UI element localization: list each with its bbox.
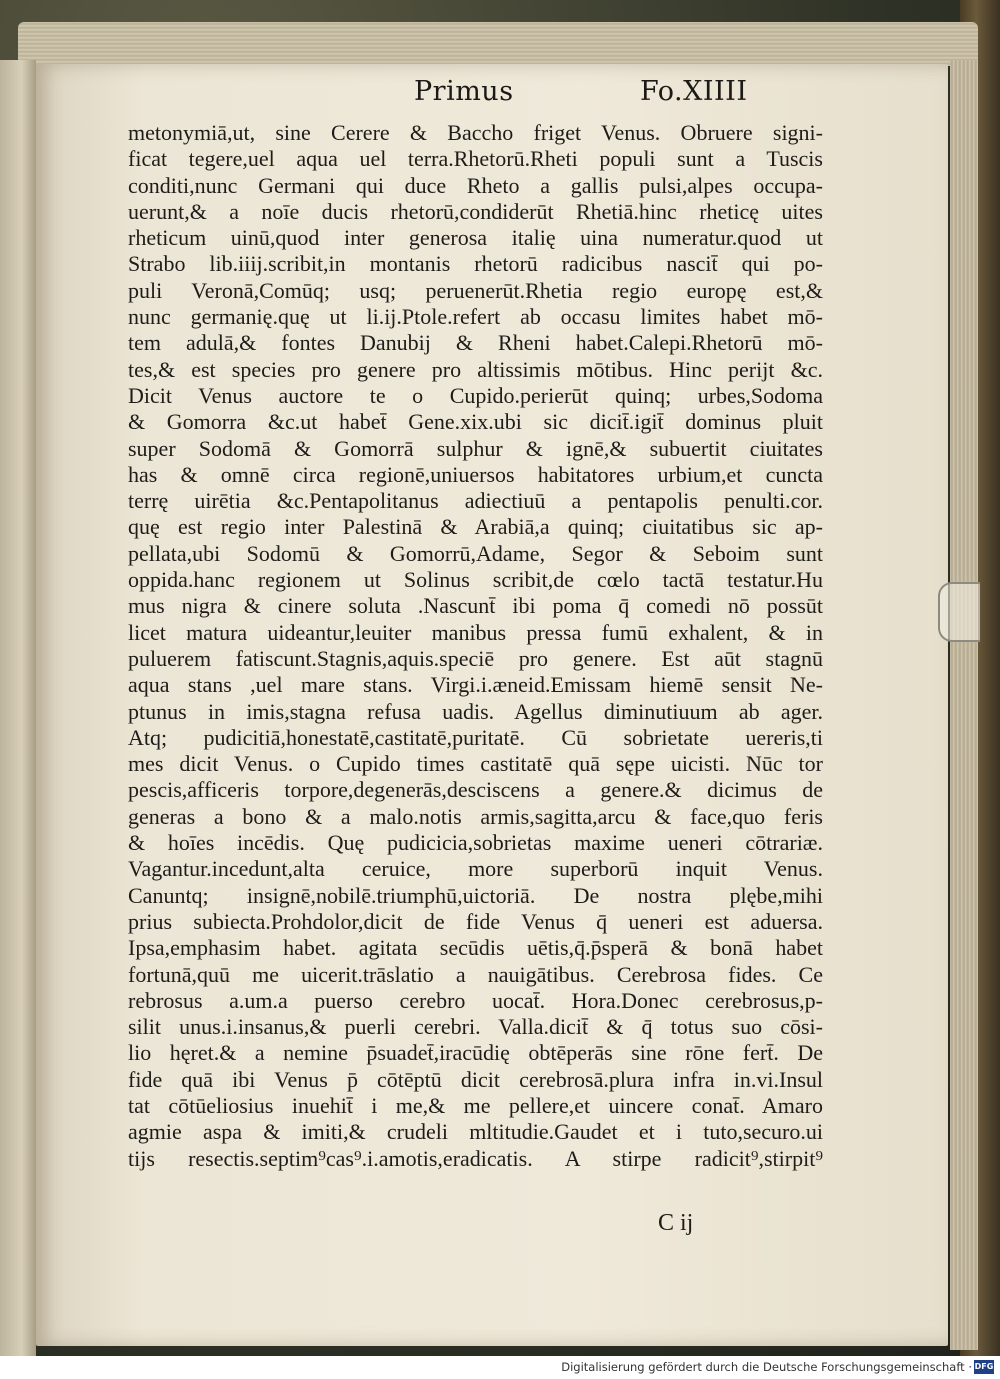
dfg-logo: DFG [974, 1360, 994, 1374]
text-line: fortunā,quū me uicerit.trāslatio a nauigātibus. Cerebrosa fides. Ce [128, 961, 823, 987]
text-line: mes dicit Venus. o Cupido times castitatē quā sępe uicisti. Nūc tor [128, 751, 823, 777]
text-line: lio hęret.& a nemine p̄suadet̄,iracūdię obtēperās sine rōne fert̄. De [128, 1040, 823, 1066]
text-line: metonymiā,ut, sine Cerere & Baccho friget Venus. Obruere signi- [128, 120, 823, 145]
text-line: agmie aspa & imiti,& crudeli mltitudie.Gaudet et i tuto,securo.ui [128, 1119, 823, 1145]
text-line: Strabo lib.iiij.scribit,in montanis rhetorū radicibus nascit̄ qui po- [128, 251, 823, 277]
text-line: nunc germanię.quę ut li.ij.Ptole.refert ab occasu limites habet mō- [128, 304, 823, 330]
text-line: ficat tegere,uel aqua uel terra.Rhetorū.Rheti populi sunt a Tuscis [128, 146, 823, 172]
page-clip-marker [938, 582, 980, 642]
page-edges-top [18, 22, 978, 66]
text-line: Canuntq; insignē,nobilē.triumphū,uictoriā. De nostra plębe,mihi [128, 882, 823, 908]
digitization-credit: Digitalisierung gefördert durch die Deutsche Forschungsgemeinschaft · [561, 1360, 972, 1374]
text-line: Ipsa,emphasim habet. agitata secūdis uētis,q̄.p̄sperā & bonā habet [128, 935, 823, 961]
text-line: Atq; pudicitiā,honestatē,castitatē,puritatē. Cū sobrietate uereris,ti [128, 724, 823, 750]
text-line: ptunus in imis,stagna refusa uadis. Agellus diminutiuum ab ager. [128, 698, 823, 724]
text-line: & hoīes incēdis. Quę pudicicia,sobrietas maxime ueneri cōtrariæ. [128, 830, 823, 856]
page-edges-right [950, 60, 978, 1350]
text-line: terrę uirētia &c.Pentapolitanus adiectiuū a pentapolis penulti.cor. [128, 488, 823, 514]
text-line: pellata,ubi Sodomū & Gomorrū,Adame, Segor & Seboim sunt [128, 540, 823, 566]
text-line: & Gomorra &c.ut habet̄ Gene.xix.ubi sic dicit̄.igit̄ dominus pluit [128, 409, 823, 435]
text-line: tijs resectis.septim⁹cas⁹.i.amotis,eradicatis. A stirpe radicit⁹,stirpit⁹ [128, 1145, 823, 1171]
facing-page-edge [0, 60, 36, 1356]
text-line: tes,& est species pro genere pro altissimis mōtibus. Hinc perijt &c. [128, 356, 823, 382]
text-line: Dicit Venus auctore te o Cupido.perierūt quinq; urbes,Sodoma [128, 382, 823, 408]
text-line: has & omnē circa regionē,uniuersos habitatores urbium,et cuncta [128, 461, 823, 487]
running-head-left: Primus [414, 76, 514, 107]
text-line: prius subiecta.Prohdolor,dicit de fide Venus q̄ ueneri est aduersa. [128, 908, 823, 934]
text-line: silit unus.i.insanus,& puerli cerebri. Valla.dicit̄ & q̄ totus suo cōsi- [128, 1014, 823, 1040]
text-line: rebrosus a.um.a puerso cerebro uocat̄. Hora.Donec cerebrosus,p- [128, 987, 823, 1013]
text-line: quę est regio inter Palestinā & Arabiā,a quinq; ciuitatibus sic ap- [128, 514, 823, 540]
text-line: oppida.hanc regionem ut Solinus scribit,de cœlo tactā testatur.Hu [128, 567, 823, 593]
text-line: Vagantur.incedunt,alta ceruice, more superborū inquit Venus. [128, 856, 823, 882]
text-line: puluerem fatiscunt.Stagnis,aquis.speciē pro genere. Est aūt stagnū [128, 645, 823, 671]
text-line: tat cōtūeliosius inuehit̄ i me,& me pellere,et uincere conat̄. Amaro [128, 1092, 823, 1118]
text-line: generas a bono & a malo.notis armis,sagitta,arcu & face,quo feris [128, 803, 823, 829]
text-line: puli Veronā,Comūq; usq; peruenerūt.Rhetia regio europę est,& [128, 277, 823, 303]
text-line: uerunt,& a noīe ducis rhetorū,condiderūt Rhetiā.hinc rheticę uites [128, 198, 823, 224]
text-line: pescis,afficeris torpore,degenerās,desciscens a genere.& dicimus de [128, 777, 823, 803]
text-line: licet matura uideantur,leuiter manibus pressa fumū exhalent, & in [128, 619, 823, 645]
body-text [128, 120, 823, 1172]
folio-number: Fo.XIIII [640, 76, 748, 107]
text-line: fide quā ibi Venus p̄ cōtēptū dicit cerebrosā.plura infra in.vi.Insul [128, 1066, 823, 1092]
text-line: mus nigra & cinere soluta .Nascunt̄ ibi poma q̄ comedi nō possūt [128, 593, 823, 619]
text-line: rheticum uinū,quod inter generosa italię uina numeratur.quod ut [128, 225, 823, 251]
text-line: aqua stans ,uel mare stans. Virgi.i.æneid.Emissam hiemē sensit Ne- [128, 672, 823, 698]
signature-mark: C ij [658, 1210, 694, 1236]
text-line: super Sodomā & Gomorrā sulphur & ignē,& subuertit ciuitates [128, 435, 823, 461]
text-line: tem adulā,& fontes Danubij & Rheni habet.Calepi.Rhetorū mō- [128, 330, 823, 356]
text-line: conditi,nunc Germani qui duce Rheto a gallis pulsi,alpes occupa- [128, 172, 823, 198]
